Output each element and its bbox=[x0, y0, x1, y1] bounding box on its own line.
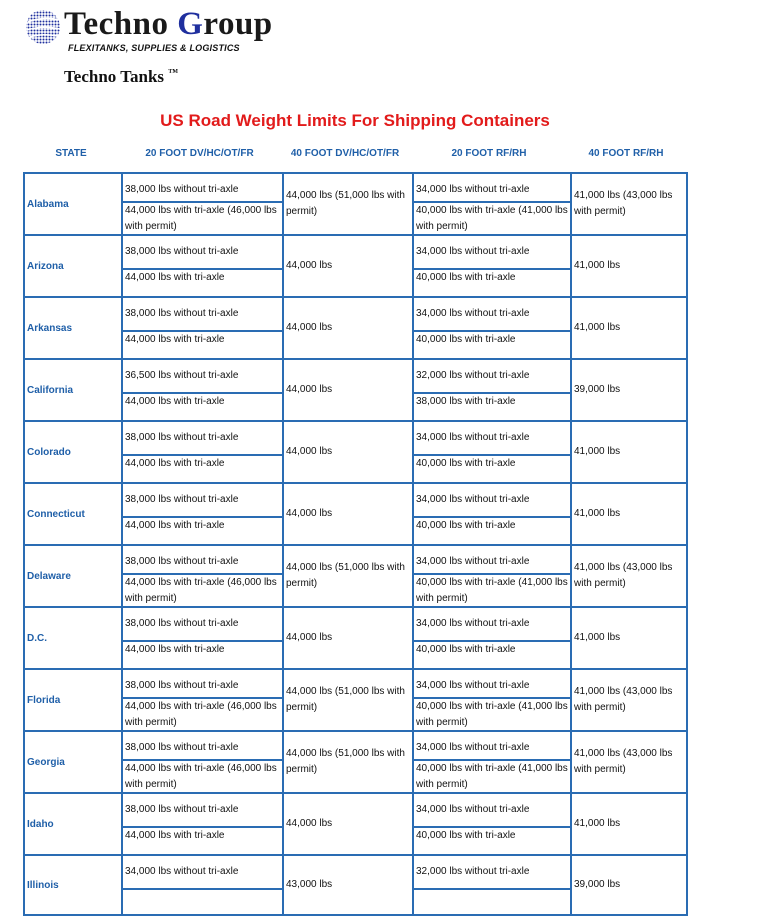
table-row bbox=[23, 420, 688, 482]
limit-with-tri-axle: 44,000 lbs with tri-axle (46,000 lbs with permit) bbox=[123, 573, 282, 607]
cell-40ft-dv: 44,000 lbs bbox=[282, 608, 412, 668]
limit-with-tri-axle: 44,000 lbs with tri-axle (46,000 lbs with permit) bbox=[123, 759, 282, 793]
limit-with-tri-axle: 40,000 lbs with tri-axle bbox=[414, 640, 570, 658]
limit-with-tri-axle: 44,000 lbs with tri-axle bbox=[123, 826, 282, 844]
limit-without-tri-axle: 34,000 lbs without tri-axle bbox=[416, 804, 530, 815]
cell-20ft-rf bbox=[412, 670, 570, 730]
cell-20ft-dv bbox=[121, 360, 282, 420]
cell-40ft-rf: 41,000 lbs bbox=[570, 236, 686, 296]
cell-40ft-rf: 41,000 lbs bbox=[570, 484, 686, 544]
cell-40ft-rf: 41,000 lbs (43,000 lbs with permit) bbox=[570, 732, 686, 792]
limit-without-tri-axle: 38,000 lbs without tri-axle bbox=[125, 308, 239, 319]
limit-with-tri-axle: 44,000 lbs with tri-axle bbox=[123, 640, 282, 658]
column-header-20ft-rf: 20 FOOT RF/RH bbox=[451, 148, 527, 159]
state-name: Arizona bbox=[27, 260, 64, 272]
cell-20ft-dv bbox=[121, 608, 282, 668]
brand-name: Techno Group bbox=[64, 6, 273, 42]
cell-40ft-rf: 41,000 lbs bbox=[570, 422, 686, 482]
globe-logo-icon bbox=[24, 8, 68, 46]
cell-40ft-dv: 44,000 lbs (51,000 lbs with permit) bbox=[282, 670, 412, 730]
table-row bbox=[23, 606, 688, 668]
state-name: Illinois bbox=[27, 879, 59, 891]
limit-without-tri-axle: 34,000 lbs without tri-axle bbox=[416, 556, 530, 567]
limit-without-tri-axle: 38,000 lbs without tri-axle bbox=[125, 618, 239, 629]
cell-40ft-dv: 44,000 lbs (51,000 lbs with permit) bbox=[282, 732, 412, 792]
cell-20ft-dv bbox=[121, 794, 282, 854]
limit-with-tri-axle: 40,000 lbs with tri-axle bbox=[414, 826, 570, 844]
limit-without-tri-axle: 32,000 lbs without tri-axle bbox=[416, 866, 530, 877]
table-row bbox=[23, 172, 688, 234]
limit-with-tri-axle: 40,000 lbs with tri-axle bbox=[414, 516, 570, 534]
limit-without-tri-axle: 34,000 lbs without tri-axle bbox=[416, 494, 530, 505]
cell-20ft-dv bbox=[121, 484, 282, 544]
cell-40ft-dv: 44,000 lbs bbox=[282, 360, 412, 420]
cell-40ft-dv: 44,000 lbs bbox=[282, 484, 412, 544]
cell-40ft-rf: 39,000 lbs bbox=[570, 856, 686, 914]
table-row bbox=[23, 792, 688, 854]
limit-with-tri-axle: 40,000 lbs with tri-axle (41,000 lbs with permit) bbox=[414, 697, 570, 731]
cell-40ft-dv: 43,000 lbs bbox=[282, 856, 412, 914]
cell-40ft-rf: 41,000 lbs bbox=[570, 608, 686, 668]
cell-40ft-dv: 44,000 lbs bbox=[282, 236, 412, 296]
cell-20ft-rf bbox=[412, 794, 570, 854]
limit-without-tri-axle: 38,000 lbs without tri-axle bbox=[125, 680, 239, 691]
limit-without-tri-axle: 38,000 lbs without tri-axle bbox=[125, 432, 239, 443]
product-name: Techno Tanks ™ bbox=[64, 67, 179, 86]
table-row bbox=[23, 234, 688, 296]
limit-without-tri-axle: 36,500 lbs without tri-axle bbox=[125, 370, 239, 381]
cell-40ft-dv: 44,000 lbs bbox=[282, 298, 412, 358]
cell-20ft-dv bbox=[121, 422, 282, 482]
cell-20ft-dv bbox=[121, 546, 282, 606]
weight-limits-table bbox=[23, 172, 688, 916]
limit-with-tri-axle: 40,000 lbs with tri-axle (41,000 lbs with permit) bbox=[414, 573, 570, 607]
cell-20ft-rf bbox=[412, 174, 570, 234]
state-name: Florida bbox=[27, 694, 61, 706]
cell-20ft-dv bbox=[121, 732, 282, 792]
cell-20ft-dv bbox=[121, 298, 282, 358]
cell-40ft-dv: 44,000 lbs (51,000 lbs with permit) bbox=[282, 546, 412, 606]
cell-20ft-rf bbox=[412, 546, 570, 606]
state-name: Idaho bbox=[27, 818, 54, 830]
limit-without-tri-axle: 34,000 lbs without tri-axle bbox=[416, 742, 530, 753]
cell-40ft-rf: 41,000 lbs (43,000 lbs with permit) bbox=[570, 670, 686, 730]
cell-40ft-rf: 41,000 lbs bbox=[570, 794, 686, 854]
cell-40ft-dv: 44,000 lbs bbox=[282, 794, 412, 854]
limit-without-tri-axle: 34,000 lbs without tri-axle bbox=[416, 680, 530, 691]
limit-with-tri-axle: 44,000 lbs with tri-axle bbox=[123, 516, 282, 534]
table-row bbox=[23, 730, 688, 792]
limit-without-tri-axle: 38,000 lbs without tri-axle bbox=[125, 556, 239, 567]
limit-with-tri-axle: 44,000 lbs with tri-axle (46,000 lbs with permit) bbox=[123, 697, 282, 731]
cell-40ft-rf: 41,000 lbs (43,000 lbs with permit) bbox=[570, 546, 686, 606]
table-row bbox=[23, 854, 688, 916]
limit-without-tri-axle: 34,000 lbs without tri-axle bbox=[416, 246, 530, 257]
cell-20ft-rf bbox=[412, 484, 570, 544]
limit-without-tri-axle: 38,000 lbs without tri-axle bbox=[125, 494, 239, 505]
cell-20ft-dv bbox=[121, 670, 282, 730]
cell-40ft-dv: 44,000 lbs (51,000 lbs with permit) bbox=[282, 174, 412, 234]
table-row bbox=[23, 544, 688, 606]
page-title: US Road Weight Limits For Shipping Containers bbox=[160, 111, 550, 130]
brand-tagline: FLEXITANKS, SUPPLIES & LOGISTICS bbox=[68, 43, 240, 53]
cell-20ft-rf bbox=[412, 608, 570, 668]
cell-40ft-dv: 44,000 lbs bbox=[282, 422, 412, 482]
limit-with-tri-axle: 44,000 lbs with tri-axle bbox=[123, 454, 282, 472]
state-name: D.C. bbox=[27, 632, 47, 644]
limit-with-tri-axle: 44,000 lbs with tri-axle bbox=[123, 268, 282, 286]
state-name: Colorado bbox=[27, 446, 71, 458]
limit-without-tri-axle: 34,000 lbs without tri-axle bbox=[416, 618, 530, 629]
cell-20ft-rf bbox=[412, 298, 570, 358]
table-row bbox=[23, 668, 688, 730]
state-name: Georgia bbox=[27, 756, 65, 768]
limit-without-tri-axle: 38,000 lbs without tri-axle bbox=[125, 184, 239, 195]
cell-40ft-rf: 39,000 lbs bbox=[570, 360, 686, 420]
limit-without-tri-axle: 34,000 lbs without tri-axle bbox=[416, 184, 530, 195]
limit-with-tri-axle: 40,000 lbs with tri-axle bbox=[414, 330, 570, 348]
cell-20ft-dv bbox=[121, 856, 282, 914]
limit-without-tri-axle: 32,000 lbs without tri-axle bbox=[416, 370, 530, 381]
state-name: Alabama bbox=[27, 198, 69, 210]
table-row bbox=[23, 358, 688, 420]
column-header-40ft-rf: 40 FOOT RF/RH bbox=[588, 148, 664, 159]
cell-20ft-dv bbox=[121, 174, 282, 234]
limit-with-tri-axle: 44,000 lbs with tri-axle bbox=[123, 392, 282, 410]
cell-20ft-rf bbox=[412, 732, 570, 792]
limit-with-tri-axle: 40,000 lbs with tri-axle bbox=[414, 454, 570, 472]
column-header-state: STATE bbox=[55, 148, 87, 159]
cell-20ft-dv bbox=[121, 236, 282, 296]
limit-with-tri-axle: 44,000 lbs with tri-axle bbox=[123, 330, 282, 348]
limit-without-tri-axle: 34,000 lbs without tri-axle bbox=[125, 866, 239, 877]
table-row bbox=[23, 482, 688, 544]
cell-20ft-rf bbox=[412, 236, 570, 296]
state-name: Arkansas bbox=[27, 322, 73, 334]
cell-20ft-rf bbox=[412, 360, 570, 420]
state-name: Delaware bbox=[27, 570, 71, 582]
limit-with-tri-axle bbox=[123, 888, 282, 890]
cell-20ft-rf bbox=[412, 856, 570, 914]
state-name: Connecticut bbox=[27, 508, 85, 520]
limit-without-tri-axle: 34,000 lbs without tri-axle bbox=[416, 432, 530, 443]
limit-with-tri-axle: 44,000 lbs with tri-axle (46,000 lbs with permit) bbox=[123, 201, 282, 235]
limit-with-tri-axle: 40,000 lbs with tri-axle (41,000 lbs with permit) bbox=[414, 759, 570, 793]
limit-without-tri-axle: 38,000 lbs without tri-axle bbox=[125, 804, 239, 815]
cell-20ft-rf bbox=[412, 422, 570, 482]
column-header-40ft-dv: 40 FOOT DV/HC/OT/FR bbox=[290, 148, 400, 159]
limit-without-tri-axle: 38,000 lbs without tri-axle bbox=[125, 246, 239, 257]
cell-40ft-rf: 41,000 lbs bbox=[570, 298, 686, 358]
limit-with-tri-axle bbox=[414, 888, 570, 890]
limit-with-tri-axle: 40,000 lbs with tri-axle (41,000 lbs with permit) bbox=[414, 201, 570, 235]
column-header-20ft-dv: 20 FOOT DV/HC/OT/FR bbox=[145, 148, 254, 159]
table-row bbox=[23, 296, 688, 358]
limit-with-tri-axle: 38,000 lbs with tri-axle bbox=[414, 392, 570, 410]
limit-with-tri-axle: 40,000 lbs with tri-axle bbox=[414, 268, 570, 286]
limit-without-tri-axle: 34,000 lbs without tri-axle bbox=[416, 308, 530, 319]
limit-without-tri-axle: 38,000 lbs without tri-axle bbox=[125, 742, 239, 753]
state-name: California bbox=[27, 384, 74, 396]
cell-40ft-rf: 41,000 lbs (43,000 lbs with permit) bbox=[570, 174, 686, 234]
